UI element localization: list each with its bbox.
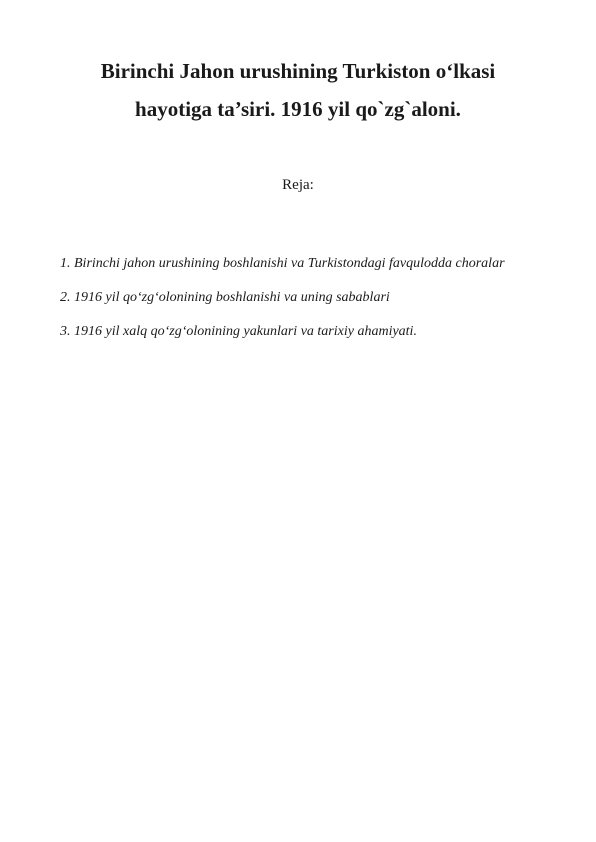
title-line-1: Birinchi Jahon urushining Turkiston o‘lkasi <box>100 59 496 83</box>
title-line-2: hayotiga ta’siri. 1916 yil qo`zg`aloni. <box>135 97 461 121</box>
plan-item-2: 2. 1916 yil qo‘zg‘olonining boshlanishi va uning sabablari <box>60 290 390 305</box>
plan-heading: Reja: <box>282 177 314 193</box>
plan-item-1: 1. Birinchi jahon urushining boshlanishi va Turkistondagi favqulodda choralar <box>60 256 505 271</box>
document-title <box>60 52 536 128</box>
plan-list <box>60 250 540 352</box>
plan-item-3: 3. 1916 yil xalq qo‘zg‘olonining yakunlari va tarixiy ahamiyati. <box>60 324 417 339</box>
